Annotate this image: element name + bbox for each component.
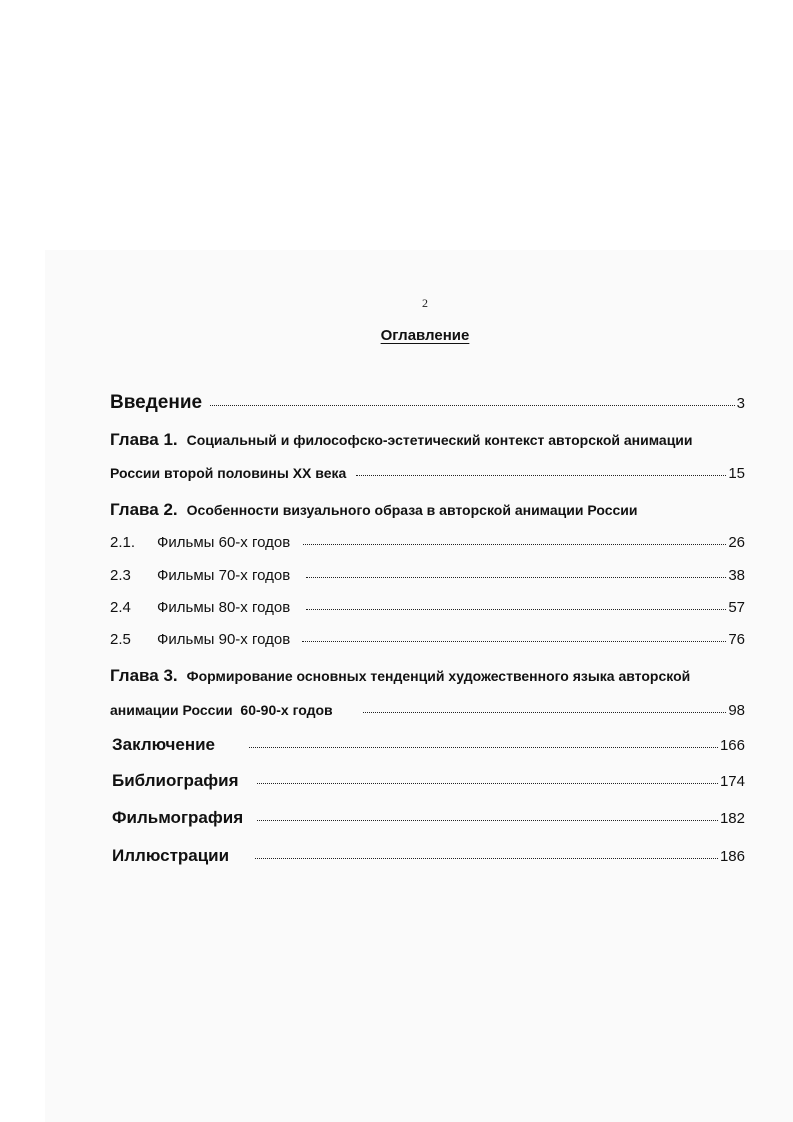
dot-leader [255,858,718,859]
toc-entry-page: 76 [728,631,745,648]
dot-leader [356,475,726,476]
section-title: Фильмы 60-х годов [157,534,291,551]
chapter-title-line2: анимации России 60-90-х годов [110,702,333,718]
dot-leader [257,820,718,821]
toc-entry-page: 38 [728,567,745,584]
toc-entry-page: 166 [719,737,745,754]
dot-leader [210,405,735,406]
toc-entry-page: 174 [719,773,745,790]
dot-leader [249,747,718,748]
section-number: 2.3 [110,567,131,584]
chapter-label: Глава 2. [110,500,178,519]
chapter-title: Особенности визуального образа в авторской анимации России [186,502,638,518]
toc-section-row [110,565,745,587]
toc-section-row [110,629,745,651]
section-title: Фильмы 70-х годов [157,567,291,584]
toc-entry-intro [110,392,745,414]
dot-leader [302,641,726,642]
toc-entry-page: 57 [728,599,745,616]
dot-leader [257,783,718,784]
section-number: 2.4 [110,599,131,616]
toc-entry-filmography [112,807,745,829]
toc-entry-page: 26 [728,534,745,551]
toc-chapter1-line2 [110,462,745,484]
toc-entry-page: 182 [719,810,745,827]
toc-entry-label: Иллюстрации [112,846,230,865]
toc-entry-illustrations [112,845,745,867]
chapter-title-line2: России второй половины XX века [110,465,347,481]
section-title: Фильмы 80-х годов [157,599,291,616]
dot-leader [306,609,726,610]
toc-entry-page: 3 [736,395,745,412]
dot-leader [306,577,726,578]
toc-title-text: Оглавление [380,327,470,344]
toc-entry-label: Фильмография [112,808,244,827]
chapter-label: Глава 1. [110,430,178,449]
section-number: 2.5 [110,631,131,648]
chapter-label: Глава 3. [110,666,178,685]
chapter-title-line1: Социальный и философско-эстетический контекст авторской анимации [186,432,693,448]
toc-title [0,327,793,344]
toc-chapter1-heading [110,429,745,451]
dot-leader [363,712,727,713]
page-number: 2 [422,296,428,310]
toc-entry-conclusion [112,734,745,756]
toc-chapter2-heading [110,499,745,521]
dot-leader [303,544,726,545]
toc-section-row [110,532,745,554]
toc-entry-bibliography [112,770,745,792]
toc-entry-label: Заключение [112,735,215,754]
section-number: 2.1. [110,534,136,551]
chapter-title-line1: Формирование основных тенденций художественного языка авторской [186,668,691,684]
toc-section-row [110,597,745,619]
toc-entry-label: Введение [110,392,203,413]
section-title: Фильмы 90-х годов [157,631,291,648]
toc-entry-page: 98 [728,702,745,719]
toc-chapter3-heading [110,665,745,687]
toc-entry-page: 15 [728,465,745,482]
toc-entry-page: 186 [719,848,745,865]
toc-entry-label: Библиография [112,771,239,790]
toc-chapter3-line2 [110,699,745,721]
